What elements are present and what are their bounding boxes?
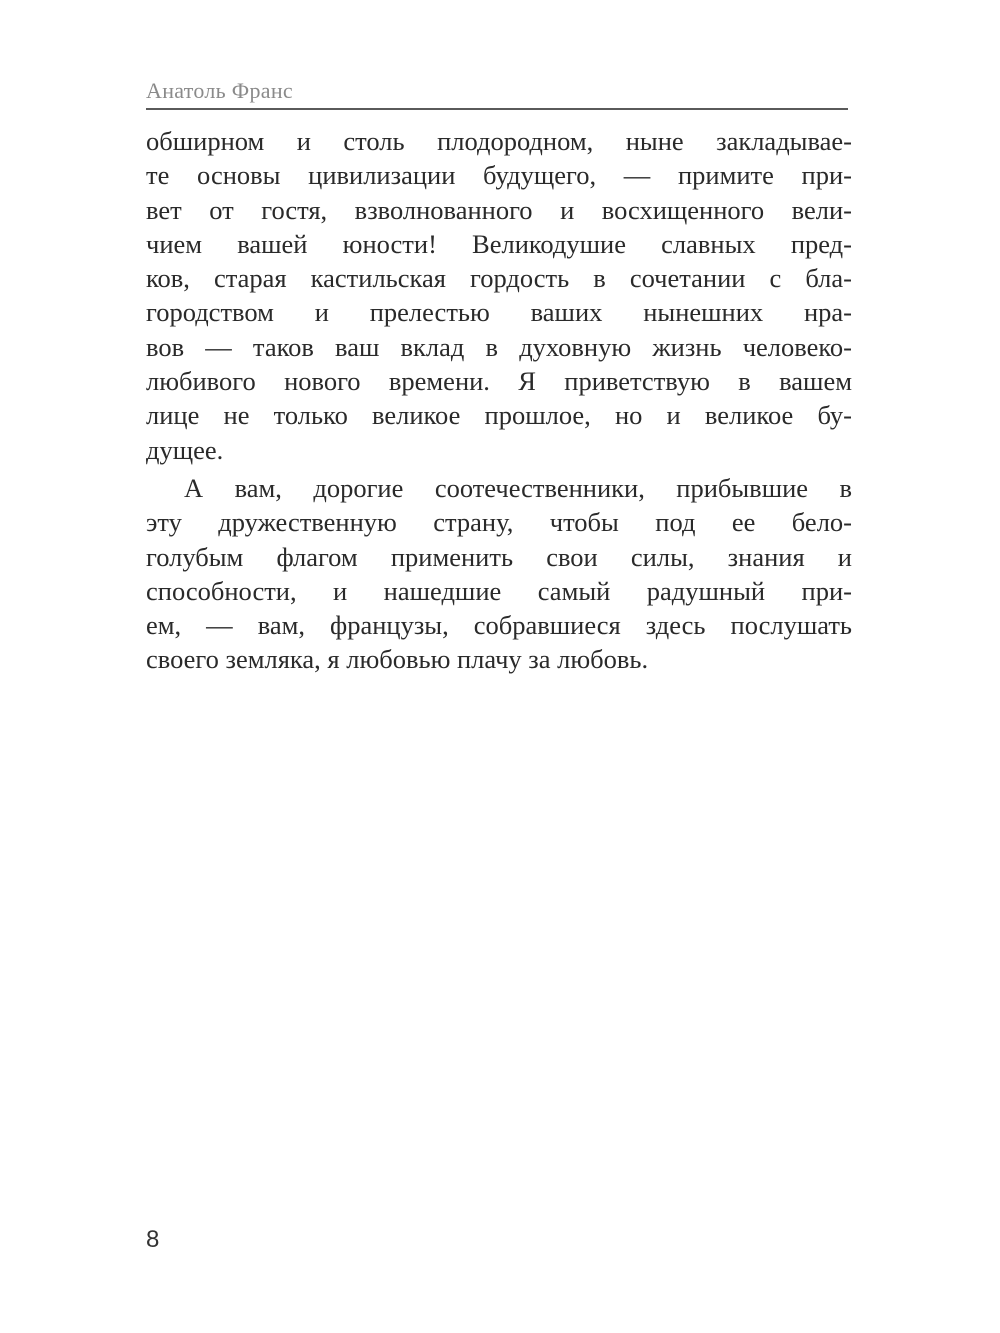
text-line: своего земляка, я любовью плачу за любовь. <box>146 644 649 675</box>
running-head: Анатоль Франс <box>146 78 293 103</box>
text-line: чием вашей юности! Великодушие славных пред- <box>146 228 852 259</box>
text-line: те основы цивилизации будущего, — примите при- <box>146 160 852 191</box>
text-line: дущее. <box>146 434 224 465</box>
text-line: А вам, дорогие соотечественники, прибывшие в <box>184 472 852 503</box>
text-line: ков, старая кастильская гордость в сочетании с бла- <box>146 263 852 294</box>
text-line: способности, и нашедшие самый радушный при- <box>146 575 852 606</box>
text-line: обширном и столь плодородном, ныне закладывае- <box>146 126 852 156</box>
paragraph-2 <box>146 471 852 677</box>
text-line: лице не только великое прошлое, но и великое бу- <box>146 400 852 431</box>
text-line: городством и прелестью ваших нынешних нра- <box>146 297 852 328</box>
text-line: ем, — вам, французы, собравшиеся здесь послушать <box>146 610 852 641</box>
header-rule <box>146 108 848 110</box>
page-number: 8 <box>146 1226 160 1253</box>
text-line: любивого нового времени. Я приветствую в вашем <box>146 366 852 397</box>
text-line: вет от гостя, взволнованного и восхищенного вели- <box>146 194 852 225</box>
body-text <box>146 124 852 677</box>
text-line: эту дружественную страну, чтобы под ее бело- <box>146 507 852 538</box>
paragraph-1 <box>146 124 852 467</box>
text-line: голубым флагом применить свои силы, знания и <box>146 541 852 572</box>
text-line: вов — таков ваш вклад в духовную жизнь человеко- <box>146 331 852 362</box>
